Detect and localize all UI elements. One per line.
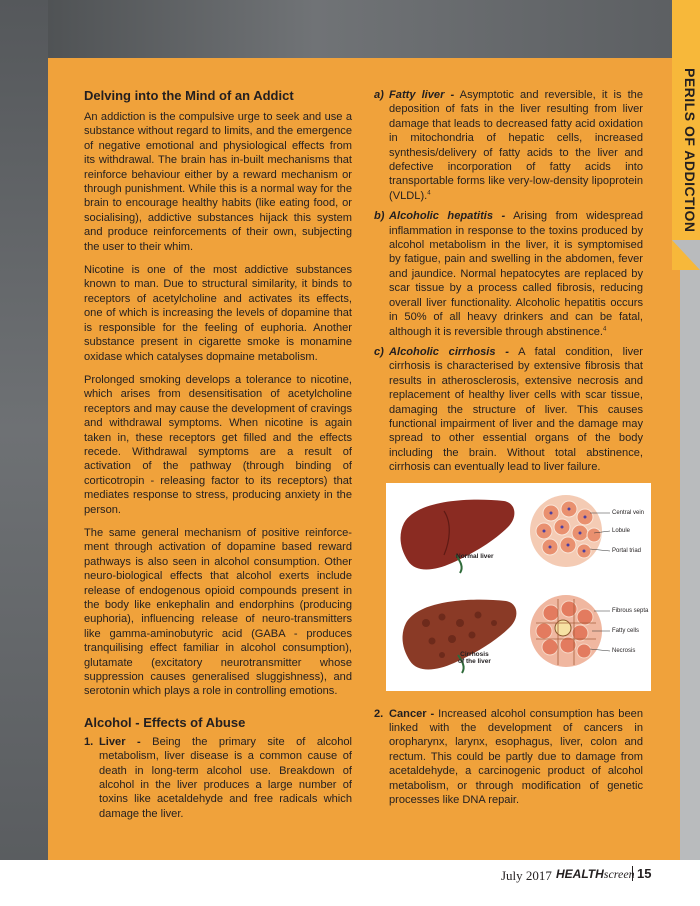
list-item-text: Increased alcohol consumption has been linked with the development of cancers in oropharynx, larynx, esophagus, liver, colon and rectum. This could be partly due to damage from acetaldehyde, a carcinogenic product of alcohol metabolism, or through modification of genetic processes like DNA repair. (389, 707, 643, 806)
list-item-alcoholic-cirrhosis (374, 345, 643, 475)
paragraph-nicotine: Nicotine is one of the most addictive substances known to man. Due to structural similarity, it binds to receptors of acetylcholine and activates its effects, one of which is increasing the levels of dopamine that is responsible for the feeling of euphoria. Another substance present in cigarette smoke is monamine oxidase which catalyses dopmaine metabolism. (84, 264, 352, 363)
list-item-liver (84, 735, 352, 821)
list-item-title: Fatty liver - (389, 89, 455, 101)
list-marker: b) (374, 210, 385, 223)
label-cirrhosis-line1: Cirrhosis (460, 650, 489, 658)
list-item-title: Alcoholic cirrhosis - (389, 345, 509, 358)
list-item-title: Alcoholic hepatitis - (389, 210, 506, 223)
label-fatty-cells: Fatty cells (612, 627, 640, 634)
liver-illustration (386, 483, 651, 691)
list-item-title: Liver - (99, 735, 141, 748)
label-central-vein: Central vein (612, 509, 645, 516)
left-dark-background (0, 0, 48, 860)
list-item-alcoholic-hepatitis (374, 209, 643, 339)
paragraph-alcohol-mechanism: The same general mechanism of positive reinforce-ment through activation of dopamine based reward pathways is also seen in alcohol consumption. Other neuro-biological effects that alcohol exerts include release of endogenous opioid compounds present in the body like enkephalin and endorphins (producing euphoria), influencing release of neuro-transmitters like gamma-aminobutyric acid (GABA - produces tranquilising effect familiar in alcohol consumption), glutamate (excitatory neurotransmitter whose suppression causes generalised sluggishness), and serotonin which plays a role in controlling emotions. (84, 526, 352, 698)
list-item-cancer (374, 707, 643, 808)
reference-number: 4 (427, 190, 431, 197)
label-fibrous-septa: Fibrous septa (612, 607, 649, 614)
list-item-fatty-liver (374, 88, 643, 203)
magazine-brand (556, 867, 635, 882)
heading-mind-of-addict: Delving into the Mind of an Addict (84, 88, 294, 103)
top-dark-background (0, 0, 700, 58)
label-portal-triad: Portal triad (612, 547, 642, 554)
label-lobule: Lobule (612, 527, 631, 534)
list-item-text: Arising from widespread inflammation in response to the toxins produced by alcohol metabolism in the liver, it is symptomised by fatigue, pain and swelling in the abdomen, fever and jaundice. Normal hepatocytes are replaced by scar tissue by a process called fibrosis, reducing overall liver functionality. Alcoholic hepatitis occurs in 50% of all heavy drinkers and can be fatal, although it is reversible through abstinence. (389, 210, 643, 338)
page-number: 15 (632, 866, 651, 881)
list-marker: c) (374, 345, 384, 358)
right-column (374, 88, 649, 813)
list-item-text: Being the primary site of alcohol metabolism, liver disease is a common cause of death in long-term alcohol use. Breakdown of alcohol in the liver produces a large number of toxins like acetaldehyde and free radicals which damage the liver. (99, 735, 352, 820)
reference-number: 4 (603, 325, 607, 332)
list-item-title: Cancer - (389, 707, 435, 720)
paragraph-tolerance: Prolonged smoking develops a tolerance to nicotine, which arises from desensitisation of acetylcholine receptors and may cause the development of cravings and withdrawal symptoms. When nicotine is again taken in, these receptors get filled and the effects recede. Withdrawal symptoms are a result of activation of the pathway (through binding of corticotropin - releasing factor to its receptors) that mediates response to stress, producing anxiety in the person. (84, 373, 352, 516)
brand-bold: HEALTH (556, 867, 604, 881)
heading-effects-of-abuse: Alcohol - Effects of Abuse (84, 714, 246, 730)
list-marker: 2. (374, 707, 384, 720)
left-column (84, 88, 352, 827)
label-necrosis: Necrosis (612, 647, 636, 654)
list-marker: a) (374, 89, 384, 101)
label-cirrhosis-line2: of the liver (458, 657, 491, 665)
right-gray-strip (680, 240, 700, 860)
list-item-text: A fatal condition, liver cirrhosis is characterised by extensive fibrosis that results in atherosclerosis, extensive necrosis and replacement of healthy liver cells with scar tissue, damaging the structure of liver. This causes functional impairment of liver and the damage may spread to other essential organs of the body including the brain. Without total abstinence, cirrhosis can eventually lead to liver failure. (389, 345, 643, 474)
label-normal-liver: Normal liver (456, 552, 494, 560)
brand-italic: screen (603, 867, 635, 881)
paragraph-addiction: An addiction is the compulsive urge to seek and use a substance without regard to limits, and the emergence of negative emotional and physiological effects from its withdrawal. The brain has in-built mechanisms that reinforce behaviour either by a reward mechanism or through punishment. While this is a normal way for the brain to encourage healthy habits (like eating food, or socialising), addictive substances hijack this system and produce reinforcements of their own, subjecting the user to their whim. (84, 111, 352, 253)
issue-date: July 2017 (501, 868, 552, 883)
list-item-text: Asymptotic and reversible, it is the deposition of fats in the liver resulting from liver damage that leads to decreased fatty acid oxidation in mitochondria of hepatic cells, increased synthesis/delivery of fatty acids to the liver and defective incorporation of fatty acids into transportable forms like very-low-density lipoprotein (VLDL). (389, 89, 643, 202)
list-marker: 1. (84, 735, 94, 748)
section-tab-label: PERILS OF ADDICTION (682, 68, 698, 233)
label-cirrhosis (458, 651, 491, 665)
tab-corner (672, 240, 700, 270)
